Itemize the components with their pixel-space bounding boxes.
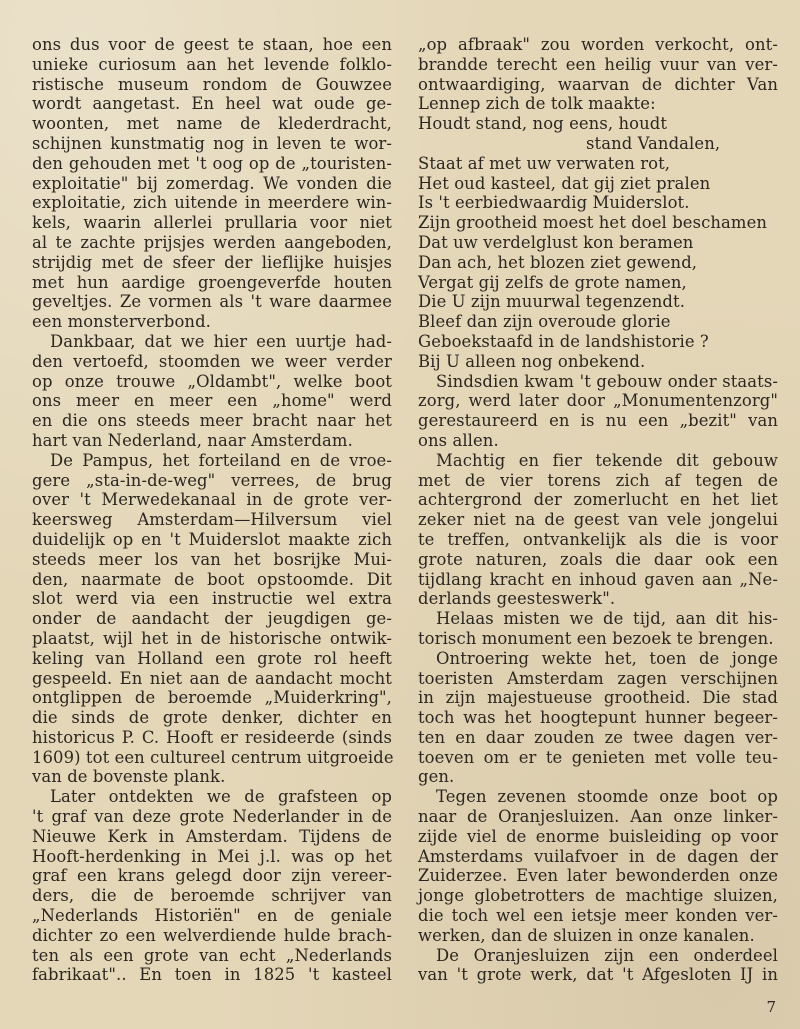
text-line: exploitatie, zich uitende in meerdere win- — [32, 193, 392, 213]
text-line: zeker niet na de geest van vele jongelui — [418, 510, 778, 530]
text-line: toeven om er te genieten met volle teu- — [418, 747, 778, 767]
text-line: Lennep zich de tolk maakte: — [418, 94, 656, 114]
text-line: keling van Holland een grote rol heeft — [32, 648, 392, 668]
text-line: in zijn majestueuse grootheid. Die stad — [418, 688, 778, 708]
page-number: 7 — [766, 998, 776, 1016]
text-line: fabrikaat".. En toen in 1825 't kasteel — [32, 965, 392, 985]
text-line: Sindsdien kwam 't gebouw onder staats- — [436, 371, 778, 391]
text-line: Vergat gij zelfs de grote namen, — [418, 272, 687, 292]
text-line: jonge globetrotters de machtige sluizen, — [418, 886, 778, 906]
text-line: wordt aangetast. En heel wat oude ge- — [32, 94, 392, 114]
text-line: ontwaardiging, waarvan de dichter Van — [418, 74, 778, 94]
text-line: Staat af met uw verwaten rot, — [418, 153, 671, 173]
text-line: die sinds de grote denker, dichter en — [32, 708, 392, 728]
text-line: Hooft-herdenking in Mei j.l. was op het — [32, 846, 392, 866]
text-line: „op afbraak" zou worden verkocht, ont- — [418, 35, 778, 54]
text-line: en die ons steeds meer bracht naar het — [32, 411, 392, 431]
text-line: graf een krans gelegd door zijn vereer- — [32, 866, 392, 886]
text-line: Amsterdams vuilafvoer in de dagen der — [418, 846, 778, 866]
text-line: exploitatie" bij zomerdag. We vonden die — [32, 173, 392, 193]
text-line: Later ontdekten we de grafsteen op — [50, 787, 392, 807]
text-line: ristische museum rondom de Gouwzee — [32, 74, 392, 94]
text-line: kels, waarin allerlei prullaria voor niet — [32, 213, 392, 233]
text-line: Dankbaar, dat we hier een uurtje had- — [50, 331, 392, 351]
text-line: Tegen zevenen stoomde onze boot op — [436, 787, 778, 807]
text-line: Is 't eerbiedwaardig Muiderslot. — [418, 193, 690, 213]
text-line: schijnen kunstmatig nog in leven te wor- — [32, 133, 392, 153]
text-line: Die U zijn muurwal tegenzendt. — [418, 292, 686, 312]
text-line: 't graf van deze grote Nederlander in de — [32, 807, 392, 827]
text-line: ons allen. — [418, 430, 499, 450]
text-line: gerestaureerd en is nu een „bezit" van — [418, 411, 778, 431]
text-line: hart van Nederland, naar Amsterdam. — [32, 430, 353, 450]
text-line: steeds meer los van het bosrijke Mui- — [32, 549, 392, 569]
text-line: Het oud kasteel, dat gij ziet pralen — [418, 173, 711, 193]
text-line: slot werd via een instructie wel extra — [32, 589, 392, 609]
text-line: onder de aandacht der jeugdigen ge- — [32, 609, 392, 629]
text-line: Bij U alleen nog onbekend. — [418, 351, 646, 371]
text-line: Dan ach, het blozen ziet gewend, — [418, 252, 698, 272]
text-line: „Nederlands Historiën" en de geniale — [32, 906, 392, 926]
text-line: Zijn grootheid moest het doel beschamen — [418, 213, 768, 233]
text-line: Houdt stand, nog eens, houdt — [418, 114, 668, 134]
text-line: keersweg Amsterdam—Hilversum viel — [32, 510, 392, 530]
text-line: een monsterverbond. — [32, 312, 211, 332]
text-line: zijde viel de enorme buisleiding op voor — [418, 826, 778, 846]
text-line: al te zachte prijsjes werden aangeboden, — [32, 232, 392, 252]
text-line: De Pampus, het forteiland en de vroe- — [50, 450, 392, 470]
text-line: den, naarmate de boot opstoomde. Dit — [32, 569, 392, 589]
text-line: ons meer en meer een „home" werd — [32, 391, 392, 411]
text-line: Ontroering wekte het, toen de jonge — [436, 648, 778, 668]
text-line: tijdlang kracht en inhoud gaven aan „Ne- — [418, 569, 778, 589]
text-line: Helaas misten we de tijd, aan dit his- — [436, 609, 778, 629]
text-line: Nieuwe Kerk in Amsterdam. Tijdens de — [32, 826, 392, 846]
text-line: ten en daar zouden ze twee dagen ver- — [418, 727, 778, 747]
text-line: met hun aardige groengeverfde houten — [32, 272, 392, 292]
text-line: Machtig en fier tekende dit gebouw — [436, 450, 778, 470]
text-line: gere „sta-in-de-weg" verrees, de brug — [32, 470, 392, 490]
text-line: werken, dan de sluizen in onze kanalen. — [418, 925, 755, 945]
text-line: ons dus voor de geest te staan, hoe een — [32, 35, 392, 54]
text-line: toeristen Amsterdam zagen verschijnen — [418, 668, 778, 688]
text-line: ontglippen de beroemde „Muiderkring", — [32, 688, 392, 708]
left-text-column — [32, 35, 392, 985]
text-line: ders, die de beroemde schrijver van — [32, 886, 392, 906]
text-line: Zuiderzee. Even later bewonderden onze — [418, 866, 778, 886]
text-line: toch was het hoogtepunt hunner begeer- — [418, 708, 778, 728]
text-line: grote naturen, zoals die daar ook een — [418, 549, 778, 569]
text-line: van 't grote werk, dat 't Afgesloten IJ in — [418, 965, 778, 985]
text-line: gespeeld. En niet aan de aandacht mocht — [32, 668, 392, 688]
text-line: den gehouden met 't oog op de „touristen- — [32, 153, 392, 173]
text-line: zorg, werd later door „Monumentenzorg" — [418, 391, 778, 411]
text-line: achtergrond der zomerlucht en het liet — [418, 490, 778, 510]
text-line: die toch wel een ietsje meer konden ver- — [418, 906, 778, 926]
text-line: Geboekstaafd in de landshistorie ? — [418, 331, 709, 351]
text-line: 1609) tot een cultureel centrum uitgroeide — [32, 747, 394, 767]
text-line: op onze trouwe „Oldambt", welke boot — [32, 371, 392, 391]
text-line: ten als een grote van echt „Nederlands — [32, 945, 392, 965]
text-line: unieke curiosum aan het levende folklo- — [32, 54, 392, 74]
text-line: Dat uw verdelglust kon beramen — [418, 232, 694, 252]
text-line: dichter zo een welverdiende hulde brach- — [32, 925, 392, 945]
text-line: stand Vandalen, — [586, 133, 721, 153]
text-line: gen. — [418, 767, 455, 787]
text-line: torisch monument een bezoek te brengen. — [418, 628, 774, 648]
text-line: woonten, met name de klederdracht, — [32, 114, 392, 134]
text-line: over 't Merwedekanaal in de grote ver- — [32, 490, 392, 510]
text-line: De Oranjesluizen zijn een onderdeel — [436, 945, 778, 965]
text-line: den vertoefd, stoomden we weer verder — [32, 351, 392, 371]
text-line: Bleef dan zijn overoude glorie — [418, 312, 671, 332]
text-line: naar de Oranjesluizen. Aan onze linker- — [418, 807, 778, 827]
text-line: van de bovenste plank. — [32, 767, 226, 787]
text-line: strijdig met de sfeer der lieflijke huisjes — [32, 252, 392, 272]
text-line: derlands geesteswerk". — [418, 589, 616, 609]
text-line: historicus P. C. Hooft er resideerde (sinds — [32, 727, 392, 747]
text-line: geveltjes. Ze vormen als 't ware daarmee — [32, 292, 392, 312]
text-line: plaatst, wijl het in de historische ontwik- — [32, 628, 392, 648]
right-text-column — [418, 35, 778, 985]
text-line: met de vier torens zich af tegen de — [418, 470, 778, 490]
text-line: te treffen, ontvankelijk als die is voor — [418, 529, 778, 549]
text-line: brandde terecht een heilig vuur van ver- — [418, 54, 778, 74]
text-line: duidelijk op en 't Muiderslot maakte zich — [32, 529, 392, 549]
